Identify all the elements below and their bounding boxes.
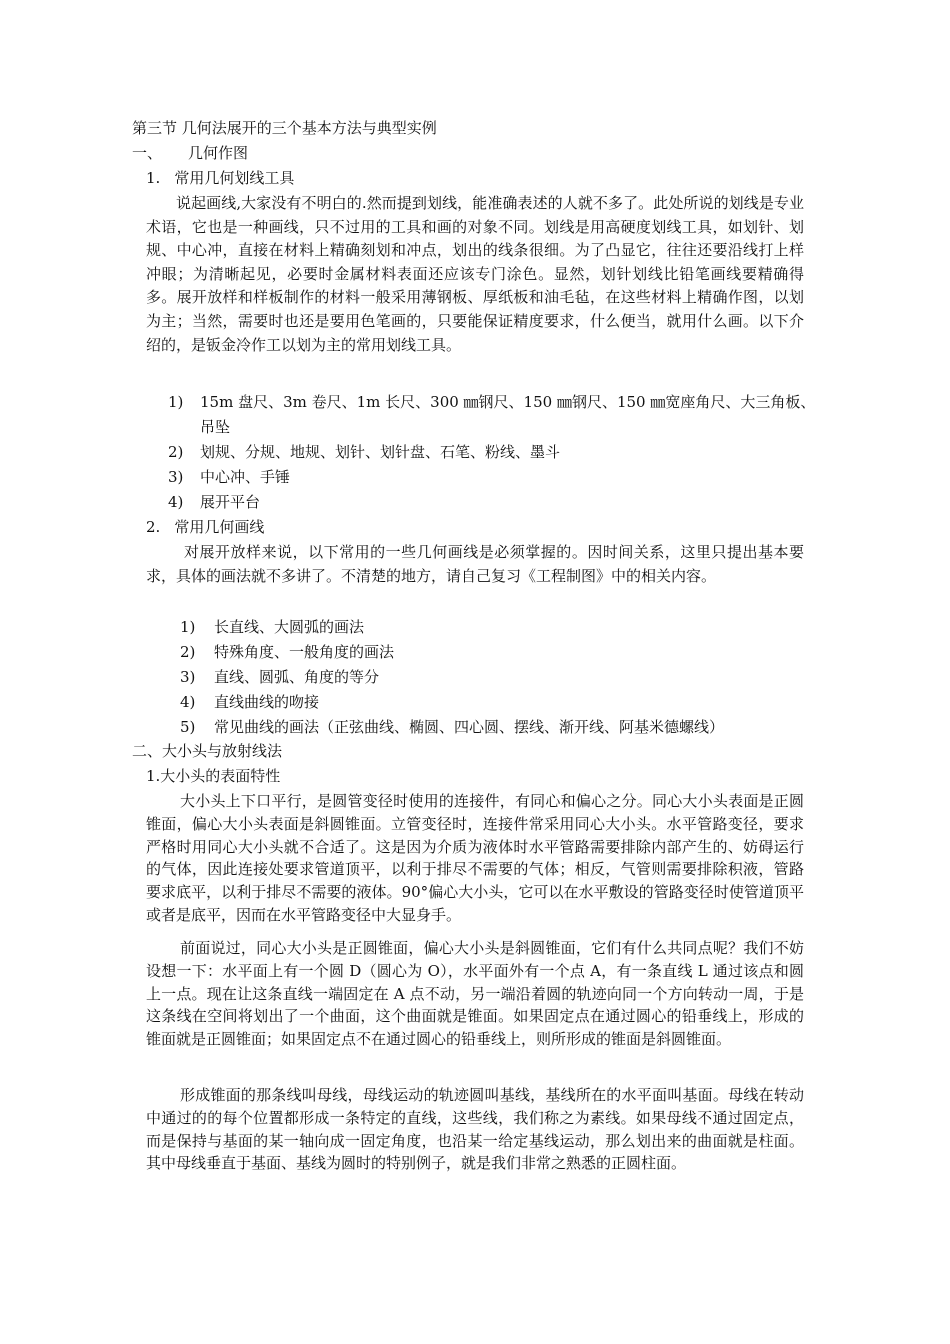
part1-number: 一、 [132, 144, 163, 162]
tool-list-item-2-number: 2) [168, 443, 184, 461]
drawing-list-item-4-text: 直线曲线的吻接 [214, 693, 320, 711]
drawing-list-item-1 [180, 617, 364, 641]
tool-list-item-4-number: 4) [168, 493, 184, 511]
part1-sub1-heading [146, 168, 294, 192]
tool-list-item-1-text: 15m 盘尺、3m 卷尺、1m 长尺、300 ㎜钢尺、150 ㎜钢尺、150 ㎜宽座角尺、大三角板、 [200, 393, 816, 411]
section-title: 第三节 几何法展开的三个基本方法与典型实例 [132, 119, 437, 137]
tool-list-item-4 [168, 492, 260, 516]
tool-list-item-3-number: 3) [168, 468, 184, 486]
part2-paragraph-3: 形成锥面的那条线叫母线，母线运动的轨迹圆叫基线，基线所在的水平面叫基面。母线在转动中通过的的每个位置都形成一条特定的直线，这些线，我们称之为素线。如果母线不通过固定点，而是保持与基面的某一轴向成一固定角度，也沿某一给定基线运动，那么划出来的曲面就是柱面。其中母线垂直于基面、基线为圆时的特别例子，就是我们非常之熟悉的正圆柱面。 [146, 1086, 804, 1173]
part1-heading [132, 143, 248, 167]
part2-sub1-heading: 1.大小头的表面特性 [146, 767, 281, 785]
part1-sub2-paragraph: 对展开放样来说，以下常用的一些几何画线是必须掌握的。因时间关系，这里只提出基本要求，具体的画法就不多讲了。不清楚的地方，请自己复习《工程制图》中的相关内容。 [146, 543, 804, 585]
tool-list-item-1 [168, 392, 815, 416]
tool-list-item-3 [168, 467, 290, 491]
drawing-list-item-2 [180, 642, 394, 666]
drawing-list-item-5-text: 常见曲线的画法（正弦曲线、椭圆、四心圆、摆线、渐开线、阿基米德螺线） [214, 718, 725, 736]
part1-sub1-paragraph: 说起画线,大家没有不明白的.然而提到划线，能准确表述的人就不多了。此处所说的划线是专业术语，它也是一种画线，只不过用的工具和画的对象不同。划线是用高硬度划线工具，如划针、划规、中心冲，直接在材料上精确刻划和冲点，划出的线条很细。为了凸显它，往往还要沿线打上样冲眼；为清晰起见，必要时金属材料表面还应该专门涂色。显然，划针划线比铅笔画线要精确得多。展开放样和样板制作的材料一般采用薄钢板、厚纸板和油毛毡，在这些材料上精确作图，以划为主；当然，需要时也还是要用色笔画的，只要能保证精度要求，什么便当，就用什么画。以下介绍的，是钣金冷作工以划为主的常用划线工具。 [146, 194, 804, 354]
drawing-list-item-5 [180, 717, 724, 741]
drawing-list-item-4 [180, 692, 319, 716]
part2-paragraph-2: 前面说过，同心大小头是正圆锥面，偏心大小头是斜圆锥面，它们有什么共同点呢？我们不妨设想一下：水平面上有一个圆 D（圆心为 O），水平面外有一个点 A，有一条直线 L 通过该点和圆上一点。现在让这条直线一端固定在 A 点不动，另一端沿着圆的轨迹向同一个方向转动一周，于是这条线在空间将划出了一个曲面，这个曲面就是锥面。如果固定点在通过圆心的铅垂线上，形成的锥面就是正圆锥面；如果固定点不在通过圆心的铅垂线上，则所形成的锥面是斜圆锥面。 [146, 939, 804, 1049]
tool-list-item-2-text: 划规、分规、地规、划针、划针盘、石笔、粉线、墨斗 [200, 443, 561, 461]
part1-sub2-heading [146, 517, 264, 541]
part1-sub1-title: 常用几何划线工具 [174, 169, 295, 187]
tool-list-item-3-text: 中心冲、手锤 [200, 468, 291, 486]
part2-heading: 二、大小头与放射线法 [132, 742, 283, 760]
part1-sub2-number: 2. [146, 518, 161, 536]
drawing-list-item-4-number: 4) [180, 693, 196, 711]
drawing-list-item-5-number: 5) [180, 718, 196, 736]
tool-list-item-2 [168, 442, 560, 466]
part1-title: 几何作图 [188, 144, 249, 162]
tool-list-item-1-continued: 吊坠 [200, 418, 231, 436]
tool-list-item-1-number: 1) [168, 393, 184, 411]
drawing-list-item-3 [180, 667, 379, 691]
part1-sub2-title: 常用几何画线 [174, 518, 265, 536]
drawing-list-item-2-text: 特殊角度、一般角度的画法 [214, 643, 395, 661]
part2-paragraph-1: 大小头上下口平行，是圆管变径时使用的连接件，有同心和偏心之分。同心大小头表面是正圆锥面，偏心大小头表面是斜圆锥面。立管变径时，连接件常采用同心大小头。水平管路变径，要求严格时用同心大小头就不合适了。这是因为介质为液体时水平管路需要排除内部产生的、妨碍运行的气体，因此连接处要求管道顶平，以利于排尽不需要的气体；相反，气管则需要排除积液，管路要求底平，以利于排尽不需要的液体。90°偏心大小头，它可以在水平敷设的管路变径时使管道顶平或者是底平，因而在水平管路变径中大显身手。 [146, 792, 804, 924]
drawing-list-item-2-number: 2) [180, 643, 196, 661]
drawing-list-item-1-number: 1) [180, 618, 196, 636]
drawing-list-item-1-text: 长直线、大圆弧的画法 [214, 618, 365, 636]
part1-sub1-number: 1. [146, 169, 161, 187]
drawing-list-item-3-text: 直线、圆弧、角度的等分 [214, 668, 380, 686]
drawing-list-item-3-number: 3) [180, 668, 196, 686]
tool-list-item-4-text: 展开平台 [200, 493, 261, 511]
